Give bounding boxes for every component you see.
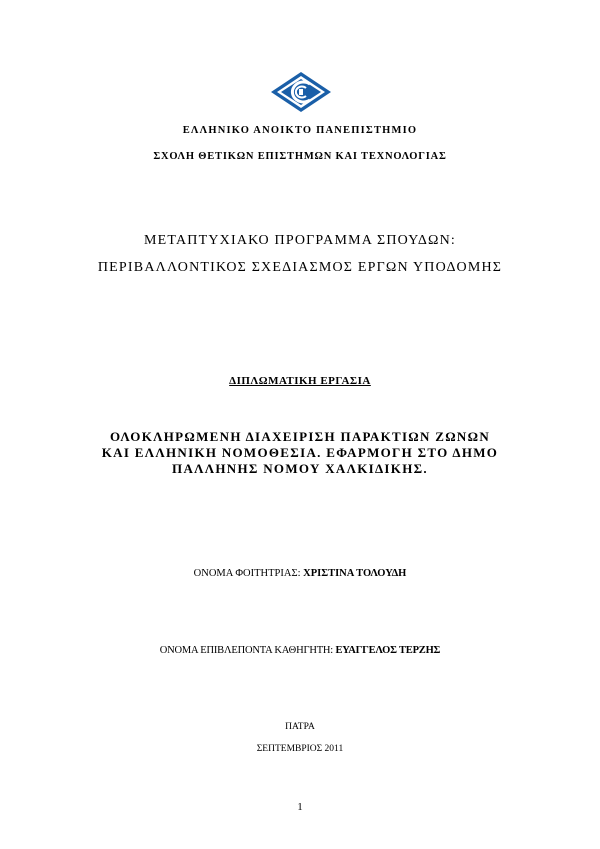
program-line-2: ΠΕΡΙΒΑΛΛΟΝΤΙΚΟΣ ΣΧΕΔΙΑΣΜΟΣ ΕΡΓΩΝ ΥΠΟΔΟΜΗΣ — [97, 260, 503, 275]
supervisor-line — [0, 645, 600, 656]
student-label: ΟΝΟΜΑ ΦΟΙΤΗΤΡΙΑΣ: — [193, 568, 304, 579]
page-number: 1 — [297, 801, 303, 813]
thesis-title-line: ΟΛΟΚΛΗΡΩΜΕΝΗ ΔΙΑΧΕΙΡΙΣΗ ΠΑΡΑΚΤΙΩΝ ΖΩΝΩΝ — [109, 429, 491, 444]
program-line-1: ΜΕΤΑΠΤΥΧΙΑΚΟ ΠΡΟΓΡΑΜΜΑ ΣΠΟΥΔΩΝ: — [143, 233, 457, 248]
thesis-type-heading: ΔΙΠΛΩΜΑΤΙΚΗ ΕΡΓΑΣΙΑ — [229, 375, 371, 387]
student-line — [0, 568, 600, 579]
supervisor-name: ΕΥΑΓΓΕΛΟΣ ΤΕΡΖΗΣ — [335, 645, 441, 656]
date: ΣΕΠΤΕΜΒΡΙΟΣ 2011 — [256, 744, 344, 754]
school-name: ΣΧΟΛΗ ΘΕΤΙΚΩΝ ΕΠΙΣΤΗΜΩΝ ΚΑΙ ΤΕΧΝΟΛΟΓΙΑΣ — [153, 151, 447, 162]
thesis-title-line: ΚΑΙ ΕΛΛΗΝΙΚΗ ΝΟΜΟΘΕΣΙΑ. ΕΦΑΡΜΟΓΗ ΣΤΟ ΔΗΜΟ — [101, 445, 499, 460]
city: ΠΑΤΡΑ — [285, 722, 315, 732]
university-logo-icon — [270, 71, 332, 113]
thesis-title — [0, 429, 600, 477]
student-name: ΧΡΙΣΤΙΝΑ ΤΟΛΟΥΔΗ — [303, 568, 407, 579]
supervisor-label: ΟΝΟΜΑ ΕΠΙΒΛΕΠΟΝΤΑ ΚΑΘΗΓΗΤΗ: — [159, 645, 336, 656]
thesis-title-line: ΠΑΛΛΗΝΗΣ ΝΟΜΟΥ ΧΑΛΚΙΔΙΚΗΣ. — [172, 461, 428, 476]
university-name: ΕΛΛΗΝΙΚΟ ΑΝΟΙΚΤΟ ΠΑΝΕΠΙΣΤΗΜΙΟ — [182, 125, 418, 136]
